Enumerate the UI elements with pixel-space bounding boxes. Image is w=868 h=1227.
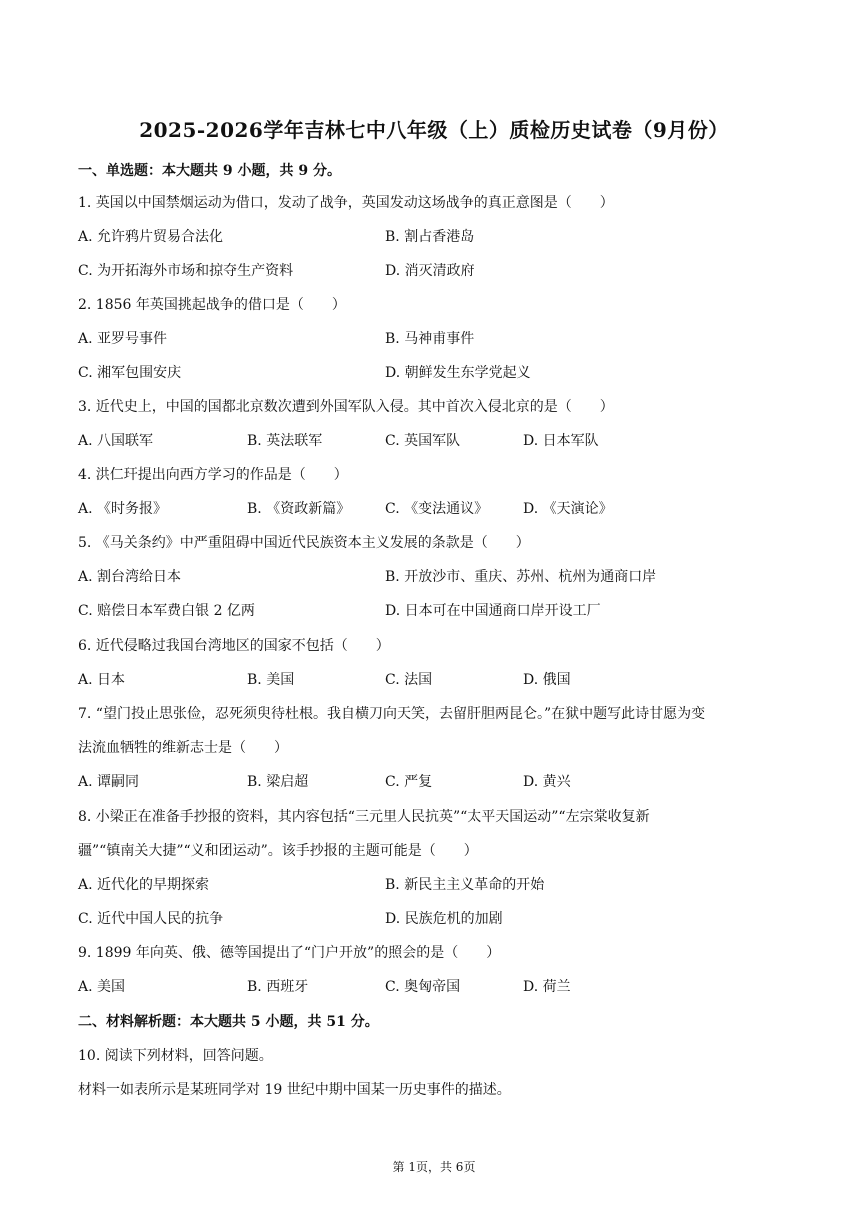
page-title: 2025-2026学年吉林七中八年级（上）质检历史试卷（9月份）	[139, 118, 729, 142]
question-9-option-a: A. 美国	[78, 979, 126, 995]
question-9-option-d: D. 荷兰	[523, 979, 571, 995]
question-5-option-d: D. 日本可在中国通商口岸开设工厂	[385, 603, 601, 619]
question-4-stem: 4. 洪仁玕提出向西方学习的作品是（ ）	[78, 467, 348, 483]
question-5-option-c: C. 赔偿日本军费白银 2 亿两	[78, 603, 255, 619]
question-9-option-c: C. 奥匈帝国	[385, 979, 461, 995]
question-7-stem-continued: 法流血牺牲的维新志士是（ ）	[78, 740, 288, 756]
question-2-option-d: D. 朝鲜发生东学党起义	[385, 365, 531, 381]
question-6-option-a: A. 日本	[78, 672, 126, 688]
question-8-stem-continued: 疆”“镇南关大捷”“义和团运动”。该手抄报的主题可能是（ ）	[78, 843, 478, 859]
question-8-option-a: A. 近代化的早期探索	[78, 877, 210, 893]
question-9-option-b: B. 西班牙	[247, 979, 309, 995]
question-1-stem: 1. 英国以中国禁烟运动为借口，发动了战争，英国发动这场战争的真正意图是（ ）	[78, 195, 614, 211]
question-6-stem: 6. 近代侵略过我国台湾地区的国家不包括（ ）	[78, 638, 390, 654]
question-7-stem: 7. “望门投止思张俭，忍死须臾待杜根。我自横刀向天笑，去留肝胆两昆仑。”在狱中题写此诗甘愿为变	[78, 706, 706, 722]
question-10-stem: 10. 阅读下列材料，回答问题。	[78, 1048, 273, 1064]
material-one-text: 材料一如表所示是某班同学对 19 世纪中期中国某一历史事件的描述。	[78, 1082, 511, 1098]
question-9-stem: 9. 1899 年向英、俄、德等国提出了“门户开放”的照会的是（ ）	[78, 945, 501, 961]
question-1-option-d: D. 消灭清政府	[385, 263, 475, 279]
question-2-option-a: A. 亚罗号事件	[78, 331, 168, 347]
question-8-option-c: C. 近代中国人民的抗争	[78, 911, 224, 927]
question-4-option-c: C. 《变法通议》	[385, 501, 489, 517]
question-7-option-a: A. 谭嗣同	[78, 774, 140, 790]
question-8-option-d: D. 民族危机的加剧	[385, 911, 503, 927]
question-1-option-a: A. 允许鸦片贸易合法化	[78, 229, 224, 245]
section-heading-single-choice: 一、单选题：本大题共 9 小题，共 9 分。	[78, 163, 341, 179]
question-3-option-c: C. 英国军队	[385, 433, 461, 449]
question-3-option-b: B. 英法联军	[247, 433, 323, 449]
question-3-option-d: D. 日本军队	[523, 433, 599, 449]
question-2-option-c: C. 湘军包围安庆	[78, 365, 182, 381]
question-6-option-d: D. 俄国	[523, 672, 571, 688]
question-7-option-d: D. 黄兴	[523, 774, 571, 790]
question-7-option-b: B. 梁启超	[247, 774, 309, 790]
question-1-option-c: C. 为开拓海外市场和掠夺生产资料	[78, 263, 294, 279]
question-8-option-b: B. 新民主主义革命的开始	[385, 877, 545, 893]
section-heading-material-analysis: 二、材料解析题：本大题共 5 小题，共 51 分。	[78, 1014, 379, 1030]
question-2-option-b: B. 马神甫事件	[385, 331, 475, 347]
question-6-option-c: C. 法国	[385, 672, 433, 688]
question-4-option-a: A. 《时务报》	[78, 501, 168, 517]
question-5-stem: 5. 《马关条约》中严重阻碍中国近代民族资本主义发展的条款是（ ）	[78, 535, 530, 551]
question-4-option-d: D. 《天演论》	[523, 501, 613, 517]
question-8-stem: 8. 小梁正在准备手抄报的资料，其内容包括“三元里人民抗英”“太平天国运动”“左宗棠收复新	[78, 809, 650, 825]
question-1-option-b: B. 割占香港岛	[385, 229, 475, 245]
question-4-option-b: B. 《资政新篇》	[247, 501, 351, 517]
question-5-option-b: B. 开放沙市、重庆、苏州、杭州为通商口岸	[385, 569, 657, 585]
question-5-option-a: A. 割台湾给日本	[78, 569, 182, 585]
question-3-option-a: A. 八国联军	[78, 433, 154, 449]
question-7-option-c: C. 严复	[385, 774, 433, 790]
question-2-stem: 2. 1856 年英国挑起战争的借口是（ ）	[78, 297, 346, 313]
question-6-option-b: B. 美国	[247, 672, 295, 688]
page-footer: 第 1页，共 6页	[392, 1160, 476, 1174]
question-3-stem: 3. 近代史上，中国的国都北京数次遭到外国军队入侵。其中首次入侵北京的是（ ）	[78, 399, 614, 415]
